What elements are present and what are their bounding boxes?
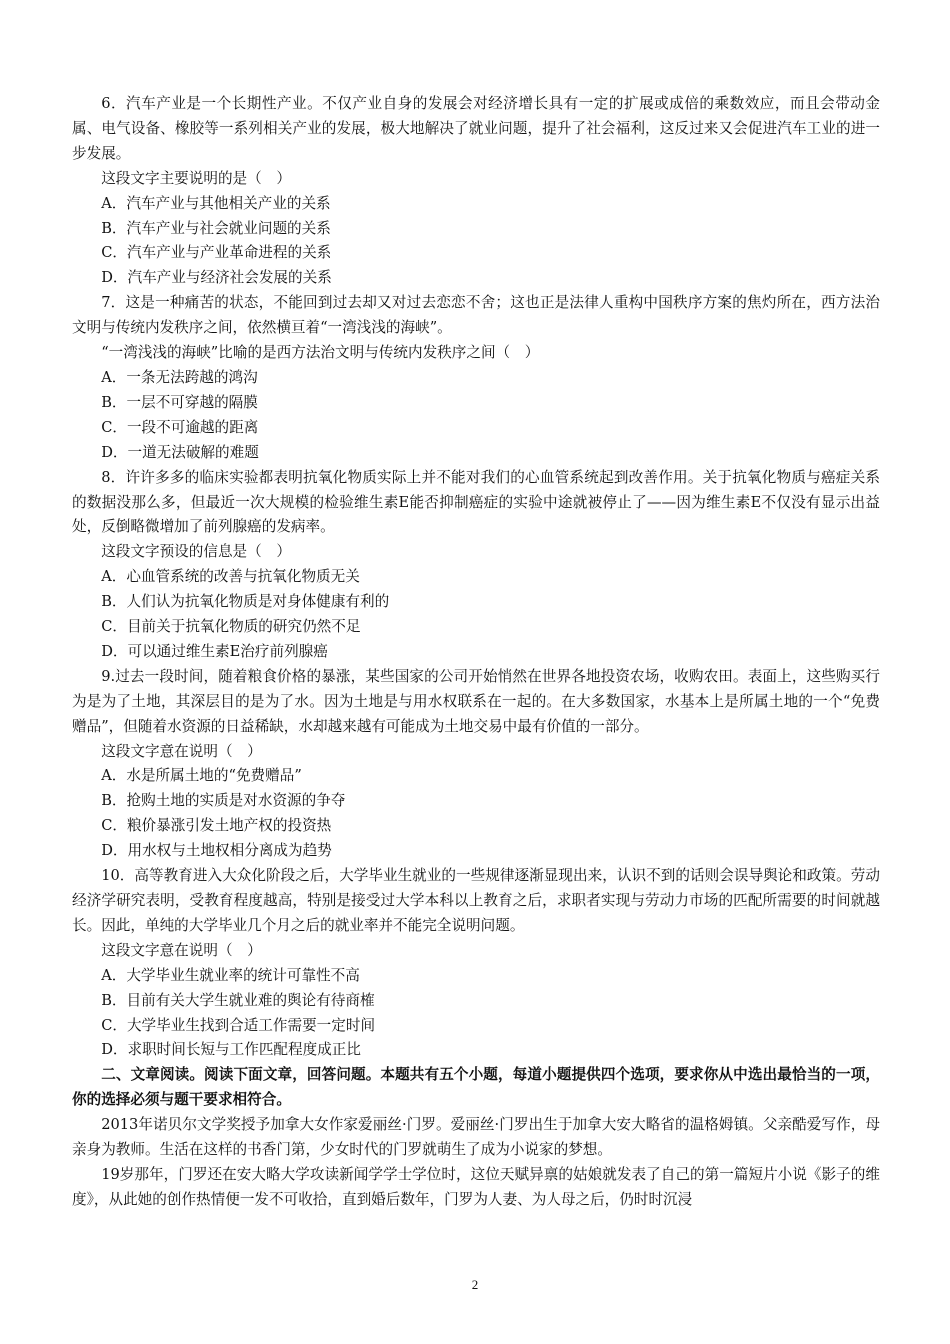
option-c: C．目前关于抗氧化物质的研究仍然不足 <box>101 618 361 636</box>
option-b: B．目前有关大学生就业难的舆论有待商榷 <box>101 991 375 1009</box>
question-8 <box>72 466 880 665</box>
section-heading: 二、文章阅读。阅读下面文章，回答问题。本题共有五个小题，每道小题提供四个选项，要求你从中选出最恰当的一项，你的选择必须与题干要求相符合。 <box>72 1066 880 1109</box>
document-page <box>72 92 880 1213</box>
question-passage: 6．汽车产业是一个长期性产业。不仅产业自身的发展会对经济增长具有一定的扩展或成倍的乘数效应，而且会带动金属、电气设备、橡胶等一系列相关产业的发展，极大地解决了就业问题，提升了社会福利，这反过来又会促进汽车工业的进一步发展。 <box>72 95 880 162</box>
option-c: C．粮价暴涨引发土地产权的投资热 <box>101 817 332 835</box>
question-stem: 这段文字意在说明（ ） <box>101 742 262 760</box>
question-passage: 10．高等教育进入大众化阶段之后，大学毕业生就业的一些规律逐渐显现出来，认识不到的话则会误导舆论和政策。劳动经济学研究表明，受教育程度越高，特别是接受过大学本科以上教育之后，求职者实现与劳动力市场的匹配所需要的时间就越长。因此，单纯的大学毕业几个月之后的就业率并不能完全说明问题。 <box>72 867 880 934</box>
option-d: D．一道无法破解的难题 <box>101 443 259 461</box>
option-a: A．大学毕业生就业率的统计可靠性不高 <box>101 966 360 984</box>
article-paragraph: 19岁那年，门罗还在安大略大学攻读新闻学学士学位时，这位天赋异禀的姑娘就发表了自己的第一篇短片小说《影子的维度》，从此她的创作热情便一发不可收拾，直到婚后数年，门罗为人妻、为人母之后，仍时时沉浸 <box>72 1165 880 1208</box>
question-10 <box>72 864 880 1063</box>
question-stem: 这段文字预设的信息是（ ） <box>101 543 291 561</box>
article-paragraph: 2013年诺贝尔文学奖授予加拿大女作家爱丽丝·门罗。爱丽丝·门罗出生于加拿大安大略省的温格姆镇。父亲酷爱写作，母亲身为教师。生活在这样的书香门第，少女时代的门罗就萌生了成为小说家的梦想。 <box>72 1116 880 1159</box>
option-b: B．一层不可穿越的隔膜 <box>101 393 258 411</box>
option-d: D．求职时间长短与工作匹配程度成正比 <box>101 1041 361 1059</box>
question-passage: 9.过去一段时间，随着粮食价格的暴涨，某些国家的公司开始悄然在世界各地投资农场，收购农田。表面上，这些购买行为是为了土地，其深层目的是为了水。因为土地是与用水权联系在一起的。在大多数国家，水基本上是所属土地的一个“免费赠品”，但随着水资源的日益稀缺，水却越来越有可能成为土地交易中最有价值的一部分。 <box>72 667 880 735</box>
question-passage: 7．这是一种痛苦的状态，不能回到过去却又对过去恋恋不舍；这也正是法律人重构中国秩序方案的焦灼所在，西方法治文明与传统内发秩序之间，依然横亘着“一湾浅浅的海峡”。 <box>72 294 880 337</box>
option-b: B．抢购土地的实质是对水资源的争夺 <box>101 792 346 810</box>
option-d: D．用水权与土地权相分离成为趋势 <box>101 842 332 860</box>
option-d: D．可以通过维生素E治疗前列腺癌 <box>101 642 328 660</box>
question-9 <box>72 665 880 864</box>
page-number: 2 <box>471 1277 479 1292</box>
option-c: C．汽车产业与产业革命进程的关系 <box>101 244 332 262</box>
question-stem: “一湾浅浅的海峡”比喻的是西方法治文明与传统内发秩序之间（ ） <box>101 344 540 362</box>
option-c: C．一段不可逾越的距离 <box>101 418 259 436</box>
question-7 <box>72 291 880 465</box>
option-a: A．汽车产业与其他相关产业的关系 <box>101 194 331 212</box>
option-b: B．汽车产业与社会就业问题的关系 <box>101 219 331 237</box>
option-a: A．一条无法跨越的鸿沟 <box>101 368 258 386</box>
section-2 <box>72 1063 880 1212</box>
option-a: A．心血管系统的改善与抗氧化物质无关 <box>101 568 360 586</box>
option-b: B．人们认为抗氧化物质是对身体健康有利的 <box>101 593 390 611</box>
question-stem: 这段文字主要说明的是（ ） <box>101 169 291 187</box>
question-6 <box>72 92 880 291</box>
option-d: D．汽车产业与经济社会发展的关系 <box>101 269 332 287</box>
question-stem: 这段文字意在说明（ ） <box>101 941 262 959</box>
option-a: A．水是所属土地的“免费赠品” <box>101 767 302 785</box>
question-passage: 8．许许多多的临床实验都表明抗氧化物质实际上并不能对我们的心血管系统起到改善作用。关于抗氧化物质与癌症关系的数据没那么多，但最近一次大规模的检验维生素E能否抑制癌症的实验中途就被停止了——因为维生素E不仅没有显示出益处，反倒略微增加了前列腺癌的发病率。 <box>72 468 880 536</box>
option-c: C．大学毕业生找到合适工作需要一定时间 <box>101 1016 376 1034</box>
